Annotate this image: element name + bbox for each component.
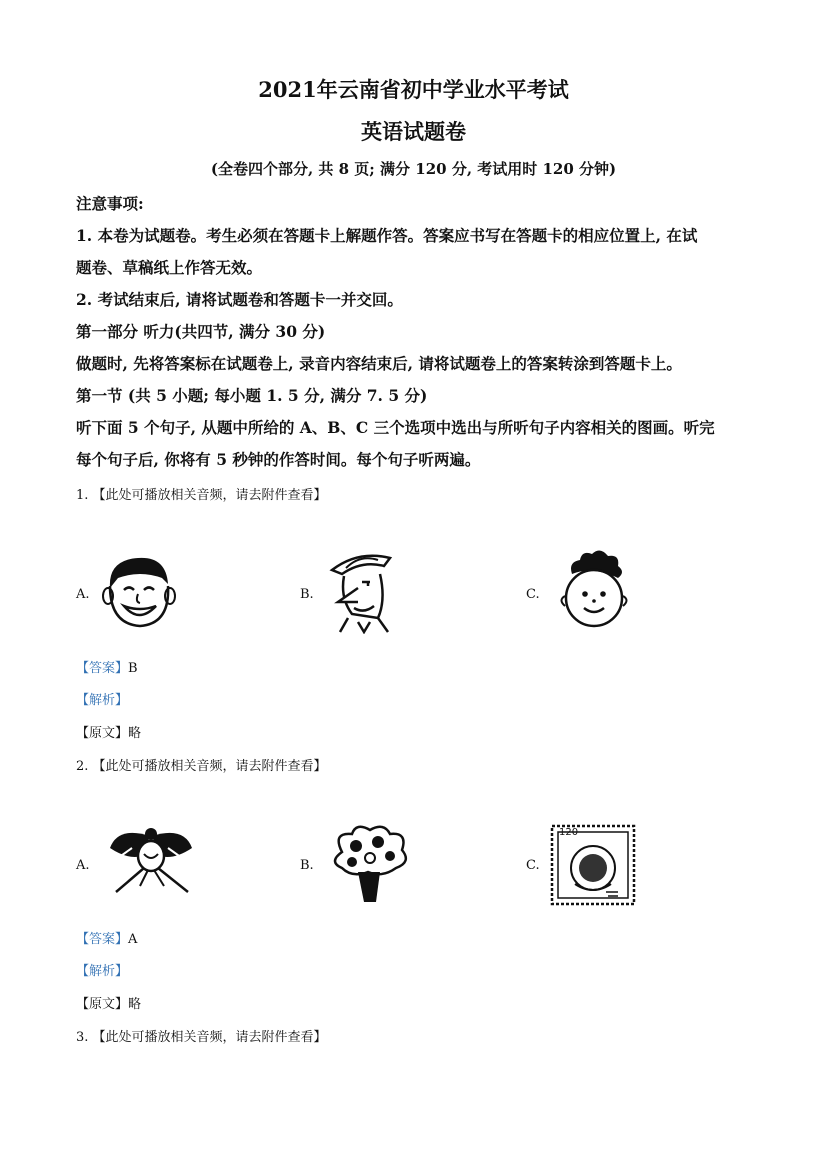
notice-item-1-line-1: 1. 本卷为试题卷。考生必须在答题卡上解题作答。答案应书写在答题卡的相应位置上, 在试 [76,226,698,245]
question-2-prompt[interactable]: 2. 【此处可播放相关音频，请去附件查看】 [76,759,327,774]
page-title: 2021年云南省初中学业水平考试 [258,77,569,102]
q1-option-a-face-image [100,552,180,632]
q1-option-a-label: A. [76,587,90,602]
exam-note: (全卷四个部分, 共 8 页; 满分 120 分, 考试用时 120 分钟) [210,160,617,178]
section1-line-1: 听下面 5 个句子, 从题中所给的 A、B、C 三个选项中选出与所听句子内容相关的图画。听完 [76,418,715,437]
q2-option-b-label: B. [300,858,314,873]
notice-item-1-line-2: 题卷、草稿纸上作答无效。 [76,258,263,277]
q1-analysis-tag: 【解析】 [76,693,129,708]
question-1-prompt[interactable]: 1. 【此处可播放相关音频，请去附件查看】 [76,488,327,503]
q2-option-a-label: A. [76,858,90,873]
q1-option-c-label: C. [526,587,540,602]
q2-answer: 【答案】A [76,932,138,947]
q1-option-c-child-face-image [552,548,636,632]
section1-heading: 第一节 (共 5 小题; 每小题 1. 5 分, 满分 7. 5 分) [76,386,428,405]
question-3-prompt[interactable]: 3. 【此处可播放相关音频，请去附件查看】 [76,1030,327,1045]
q1-original: 【原文】略 [76,726,142,741]
q2-option-c-label: C. [526,858,540,873]
notice-item-2: 2. 考试结束后, 请将试题卷和答题卡一并交回。 [76,290,403,309]
q2-option-a-swallow-kite-image [108,826,194,906]
notice-heading: 注意事项: [76,194,144,213]
q1-option-b-cowboy-image [318,548,404,634]
q2-analysis-tag: 【解析】 [76,964,129,979]
q1-answer: 【答案】B [76,661,138,676]
q2-original: 【原文】略 [76,997,142,1012]
part1-heading: 第一部分 听力(共四节, 满分 30 分) [76,322,326,341]
page-subtitle: 英语试题卷 [361,119,466,144]
part1-instruction: 做题时, 先将答案标在试题卷上, 录音内容结束后, 请将试题卷上的答案转涂到答题卡上。 [76,354,682,373]
section1-line-2: 每个句子后, 你将有 5 秒钟的作答时间。每个句子听两遍。 [76,450,481,469]
q2-option-b-flower-bouquet-image [322,822,416,906]
q2-stamp-value: 120 [559,827,579,838]
q1-option-b-label: B. [300,587,314,602]
